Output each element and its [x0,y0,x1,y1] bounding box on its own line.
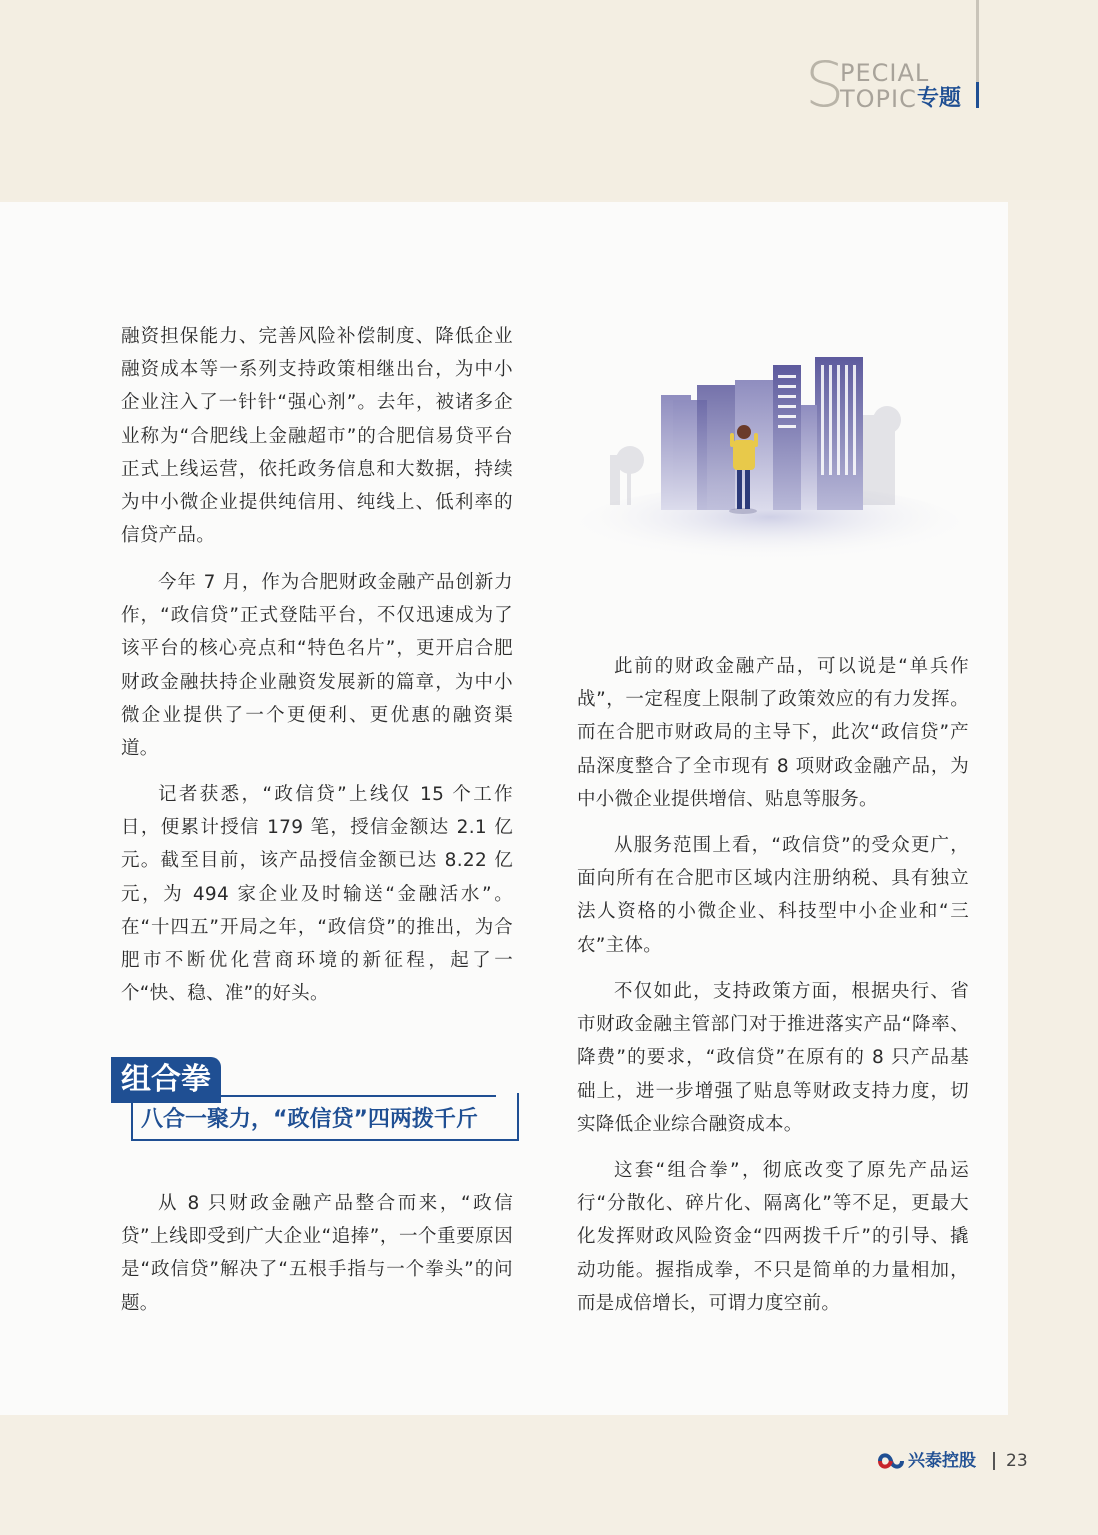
brand-special: PECIAL [840,59,930,87]
right-paragraph-2: 从服务范围上看，“政信贷”的受众更广，面向所有在合肥市区域内注册纳税、具有独立法人资格的小微企业、科技型中小企业和“三农”主体。 [577,835,969,956]
company-logo-text: 兴泰控股 [908,1451,976,1471]
page-number: 23 [1006,1451,1028,1471]
left-paragraph-3: 记者获悉，“政信贷”上线仅 15 个工作日，便累计授信 179 笔，授信金额达 2.1 亿元。截至目前，该产品授信金额已达 8.22 亿元，为 494 家企业及时输送“金融活水”。在“十四五”开局之年，“政信贷”的推出，为合肥市不断优化营商环境的新征程，起了一个“快、稳、准”的好头。 [121,784,513,1005]
brand-topic-cn: 专题 [917,86,962,111]
section-tag: 组合拳 [111,1057,221,1103]
right-paragraph-4: 这套“组合拳”，彻底改变了原先产品运行“分散化、碎片化、隔离化”等不足，更最大化发挥财政风险资金“四两拨千斤”的引导、撬动功能。握指成拳，不只是简单的力量相加，而是成倍增长，可谓力度空前。 [577,1160,969,1314]
left-paragraph-2: 今年 7 月，作为合肥财政金融产品创新力作，“政信贷”正式登陆平台，不仅迅速成为了该平台的核心亮点和“特色名片”，更开启合肥财政金融扶持企业融资发展新的篇章，为中小微企业提供了一个更便利、更优惠的融资渠道。 [121,572,513,760]
company-logo-icon [876,1449,906,1473]
section-frame-top [218,1095,496,1097]
city-illustration [575,345,970,570]
right-paragraph-3: 不仅如此，支持政策方面，根据央行、省市财政金融主管部门对于推进落实产品“降率、降费”的要求，“政信贷”在原有的 8 只产品基础上，进一步增强了贴息等财政支持力度，切实降低企业综合融资成本。 [577,981,969,1135]
brand-initial: S [805,48,845,121]
brand-topic: TOPIC [840,85,917,113]
header-divider-accent [976,82,979,108]
right-paragraph-1: 此前的财政金融产品，可以说是“单兵作战”，一定程度上限制了政策效应的有力发挥。而在合肥市财政局的主导下，此次“政信贷”产品深度整合了全市现有 8 项财政金融产品，为中小微企业提供增信、贴息等服务。 [577,656,969,810]
left-paragraph-1: 融资担保能力、完善风险补偿制度、降低企业融资成本等一系列支持政策相继出台，为中小企业注入了一针针“强心剂”。去年，被诸多企业称为“合肥线上金融超市”的合肥信易贷平台正式上线运营，依托政务信息和大数据，持续为中小微企业提供纯信用、纯线上、低利率的信贷产品。 [121,326,513,547]
section-subtitle: 八合一聚力，“政信贷”四两拨千斤 [141,1107,478,1132]
footer-divider [993,1452,995,1470]
left-paragraph-4: 从 8 只财政金融产品整合而来，“政信贷”上线即受到广大企业“追捧”，一个重要原因是“政信贷”解决了“五根手指与一个拳头”的问题。 [121,1193,513,1314]
